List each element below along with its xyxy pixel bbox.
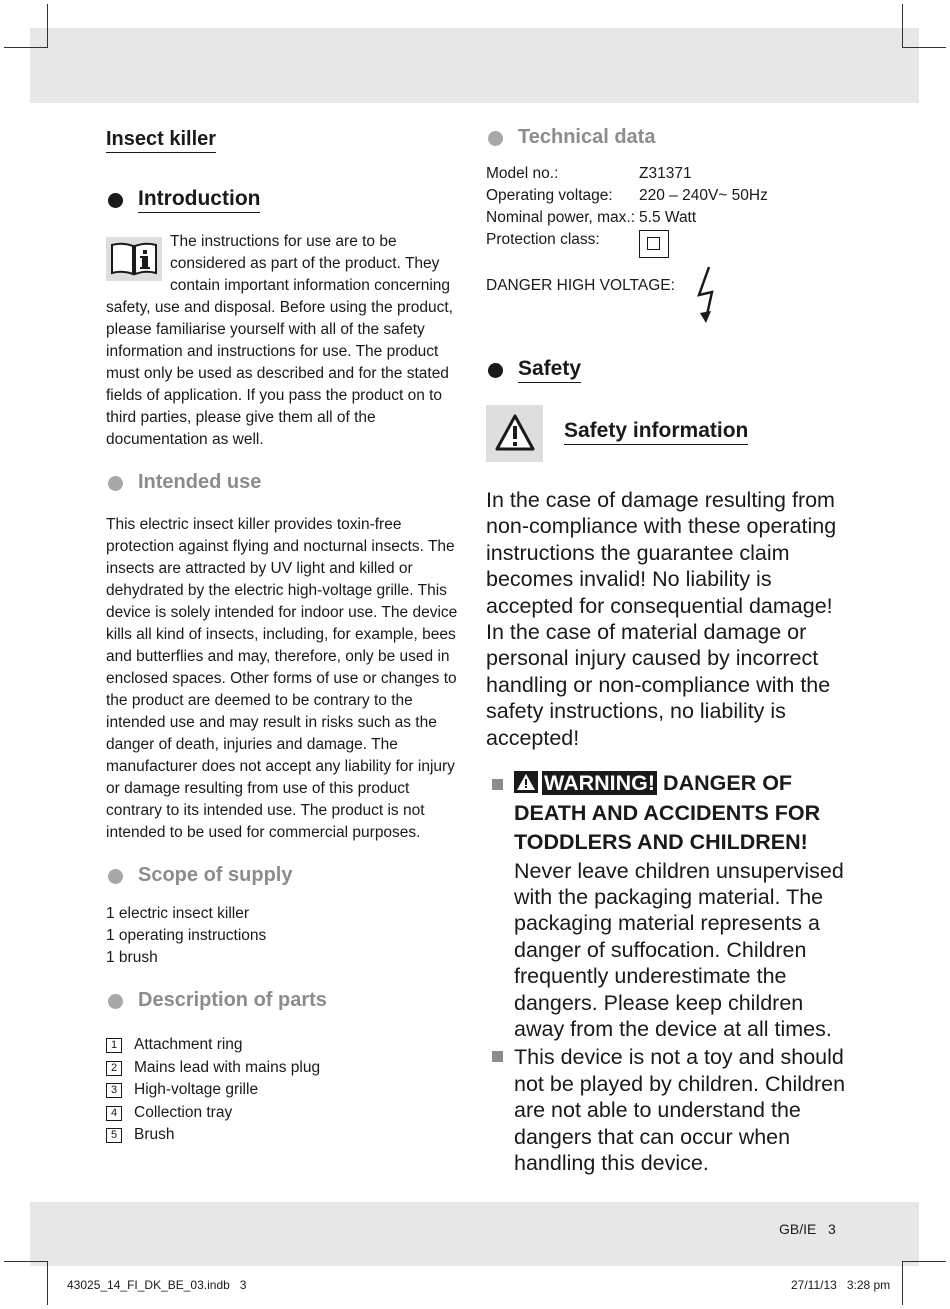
crop-mark	[4, 1261, 48, 1262]
table-row: Nominal power, max.: 5.5 Watt	[486, 209, 697, 226]
right-column	[486, 120, 856, 1176]
warning-heading: DANGER OF DEATH AND ACCIDENTS FOR TODDLERS AND CHILDREN!	[514, 771, 821, 855]
technical-data-table	[486, 163, 768, 265]
part-number: 2	[106, 1061, 122, 1076]
parts-list	[106, 1034, 466, 1147]
part-number: 3	[106, 1083, 122, 1098]
list-item: 4 Collection tray	[106, 1102, 466, 1125]
bullet-dot	[108, 869, 123, 884]
list-item: 1 operating instructions	[106, 927, 267, 944]
left-column	[106, 120, 466, 1147]
introduction-heading: Introduction	[106, 187, 466, 213]
warning-item	[486, 769, 856, 1042]
scope-of-supply-list	[106, 903, 466, 969]
bullet-dot	[108, 193, 123, 208]
safety-information-header	[486, 405, 856, 463]
part-number: 1	[106, 1038, 122, 1053]
list-item: 1 brush	[106, 949, 158, 966]
crop-mark	[902, 1261, 903, 1305]
print-file-name: 43025_14_FI_DK_BE_03.indb 3	[67, 1278, 247, 1292]
list-item: 1 Attachment ring	[106, 1034, 466, 1057]
table-row: Protection class:	[486, 229, 768, 265]
part-number: 5	[106, 1128, 122, 1143]
crop-mark	[902, 1261, 946, 1262]
print-date: 27/11/13 3:28 pm	[791, 1278, 891, 1292]
bullet-dot	[488, 363, 503, 378]
toy-warning-text: This device is not a toy and should not be played by children. Children are not able to understand the dangers that can occur when handling this device.	[514, 1045, 846, 1176]
square-bullet	[492, 1051, 503, 1062]
intended-use-heading: Intended use	[106, 471, 466, 494]
bullet-dot	[108, 476, 123, 491]
table-row: Model no.: Z31371	[486, 165, 692, 182]
crop-mark	[4, 47, 48, 48]
description-of-parts-heading: Description of parts	[106, 989, 466, 1012]
warning-text: Never leave children unsupervised with the packaging material. The packaging material represents a danger of suffocation. Children frequently underestimate the dangers. Please keep children away from the device at all times.	[514, 858, 844, 1041]
list-item: 1 electric insect killer	[106, 905, 249, 922]
list-item: 3 High-voltage grille	[106, 1079, 466, 1102]
safety-information-title: Safety information	[564, 419, 748, 445]
info-book-icon	[106, 237, 162, 281]
safety-intro-text: In the case of damage resulting from non-compliance with these operating instructions the guarantee claim becomes invalid! No liability is accepted for consequential damage! In the case of material damage or personal injury caused by incorrect handling or non-compliance with the safety instructions, no liability is accepted!	[486, 488, 837, 750]
page-number: GB/IE 3	[779, 1221, 836, 1237]
crop-mark	[902, 47, 946, 48]
list-item: 5 Brush	[106, 1124, 466, 1147]
introduction-section	[106, 231, 466, 451]
crop-mark	[47, 1261, 48, 1305]
crop-mark	[902, 4, 903, 48]
safety-heading: Safety	[486, 357, 856, 383]
table-row: Operating voltage: 220 – 240V~ 50Hz	[486, 187, 768, 204]
document-title: Insect killer	[106, 128, 216, 153]
top-band	[30, 28, 919, 103]
danger-high-voltage: DANGER HIGH VOLTAGE:	[486, 275, 856, 337]
warning-triangle-icon	[514, 771, 538, 793]
bullet-dot	[488, 131, 503, 146]
technical-data-heading: Technical data	[486, 126, 856, 149]
bullet-dot	[108, 994, 123, 1009]
lightning-bolt-icon	[694, 265, 724, 327]
crop-mark	[47, 4, 48, 48]
warning-triangle-icon	[486, 405, 543, 462]
toy-warning-item	[486, 1044, 856, 1176]
square-bullet	[492, 779, 503, 790]
intended-use-text: This electric insect killer provides toxin-free protection against flying and nocturnal insects. The insects are attracted by UV light and killed or dehydrated by the electric high-voltage grille. This device is solely intended for indoor use. The device kills all kind of insects, including, for example, bees and butterflies and may, therefore, only be used in enclosed spaces. Other forms of use or changes to the product are deemed to be contrary to the intended use and may result in risks such as the danger of death, injuries and damage. The manufacturer does not accept any liability for injury or damage resulting from use of this product contrary to its intended use. The product is not intended to be used for commercial purposes.	[106, 516, 458, 841]
warning-badge: WARNING!	[544, 771, 656, 796]
scope-of-supply-heading: Scope of supply	[106, 864, 466, 887]
double-insulation-icon	[639, 230, 669, 258]
list-item: 2 Mains lead with mains plug	[106, 1057, 466, 1080]
part-number: 4	[106, 1106, 122, 1121]
introduction-text: The instructions for use are to be considered as part of the product. They contain important information concerning safety, use and disposal. Before using the product, please familiarise yourself with all of the safety information and instructions for use. The product must only be used as described and for the stated fields of application. If you pass the product on to third parties, please give them all of the documentation as well.	[106, 233, 453, 448]
